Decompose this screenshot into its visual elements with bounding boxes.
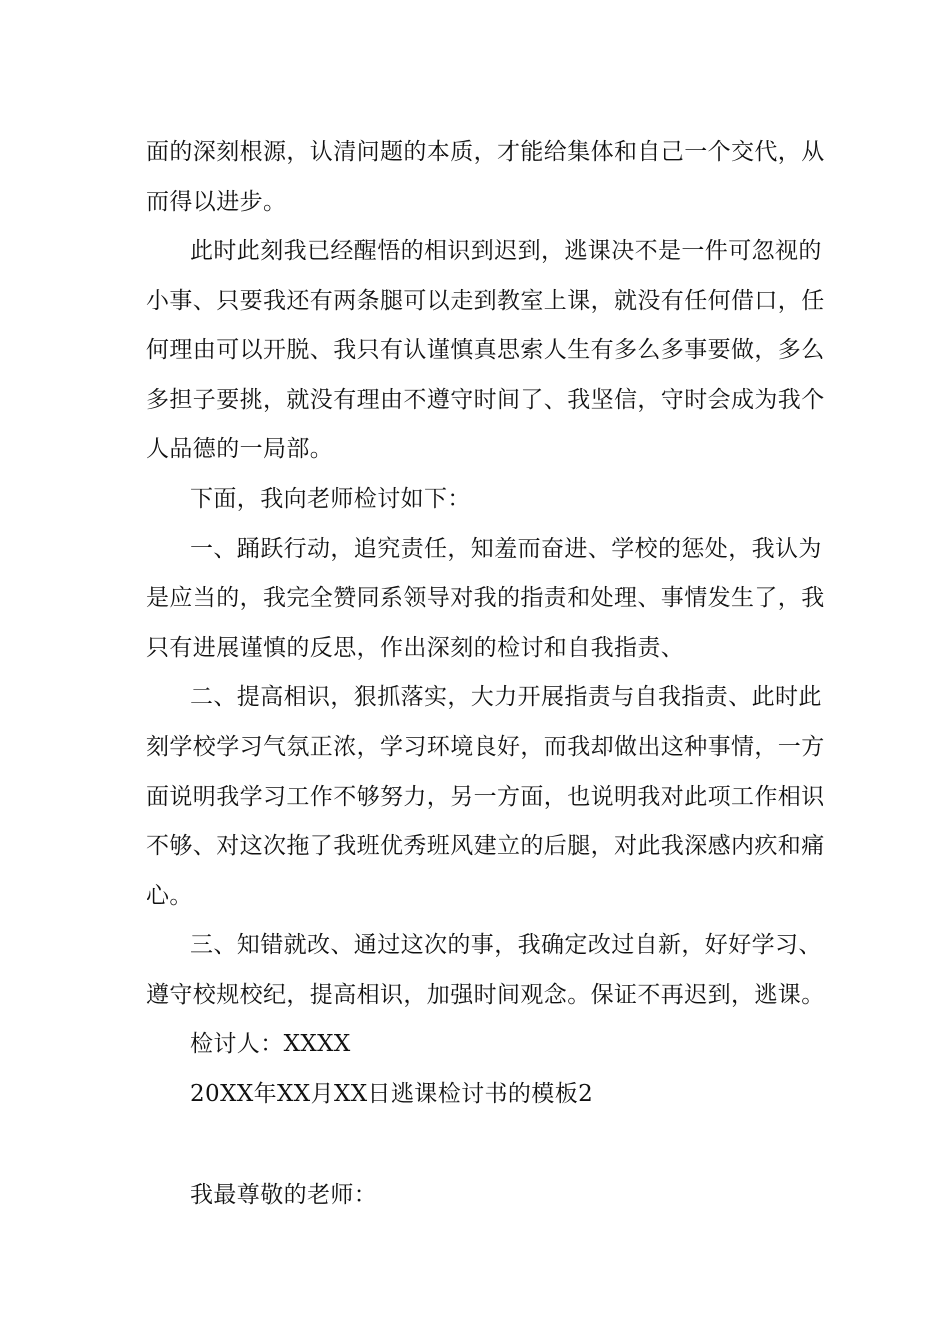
paragraph-start: 一、踊跃行动，追究责任，知羞而奋进、学校的惩处，我认为 <box>190 536 822 562</box>
text-line: 何理由可以开脱、我只有认谨慎真思索人生有多么多事要做，多么 <box>146 337 825 363</box>
salutation-line: 我最尊敬的老师： <box>190 1182 378 1208</box>
text-line: 面说明我学习工作不够努力，另一方面，也说明我对此项工作相识 <box>146 784 825 810</box>
text-line: 小事、只要我还有两条腿可以走到教室上课，就没有任何借口，任 <box>146 288 825 314</box>
text-line: 而得以进步。 <box>146 189 287 215</box>
text-line: 是应当的，我完全赞同系领导对我的指责和处理、事情发生了，我 <box>146 585 825 611</box>
text-line: 人品德的一局部。 <box>146 436 334 462</box>
text-line: 不够、对这次拖了我班优秀班风建立的后腿，对此我深感内疚和痛 <box>146 833 825 859</box>
text-line: 多担子要挑，就没有理由不遵守时间了、我坚信，守时会成为我个 <box>146 387 825 413</box>
text-line: 心。 <box>146 883 193 909</box>
paragraph-start: 此时此刻我已经醒悟的相识到迟到，逃课决不是一件可忽视的 <box>190 238 822 264</box>
text-line: 刻学校学习气氛正浓，学习环境良好，而我却做出这种事情，一方 <box>146 734 825 760</box>
text-line: 遵守校规校纪，提高相识，加强时间观念。保证不再迟到，逃课。 <box>146 982 825 1008</box>
date-and-title-line: 20XX年XX月XX日逃课检讨书的模板2 <box>190 1081 594 1107</box>
paragraph-start: 三、知错就改、通过这次的事，我确定改过自新，好好学习、 <box>190 932 822 958</box>
text-line: 只有进展谨慎的反思，作出深刻的检讨和自我指责、 <box>146 635 685 661</box>
paragraph-start: 二、提高相识，狠抓落实，大力开展指责与自我指责、此时此 <box>190 684 822 710</box>
paragraph-start: 下面，我向老师检讨如下： <box>190 486 471 512</box>
signature-line: 检讨人：XXXX <box>190 1031 351 1057</box>
text-line: 面的深刻根源，认清问题的本质，才能给集体和自己一个交代，从 <box>146 139 825 165</box>
